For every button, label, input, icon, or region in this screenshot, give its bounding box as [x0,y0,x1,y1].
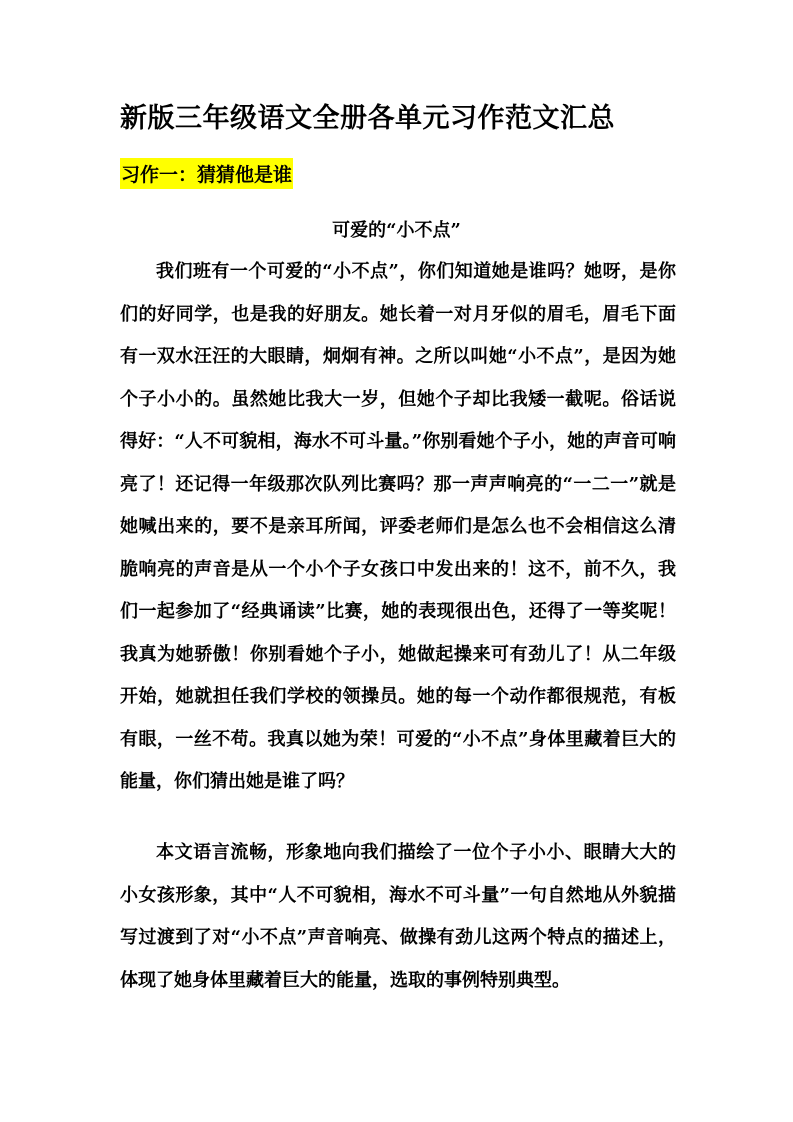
document-title: 新版三年级语文全册各单元习作范文汇总 [120,103,615,134]
essay-title: 可爱的“小不点” [332,220,461,241]
section-heading-highlighted: 习作一：猜猜他是谁 [120,158,293,189]
essay-body-paragraph: 我们班有一个可爱的“小不点”，你们知道她是谁吗？她呀，是你们的好同学，也是我的好朋友。她长着一对月牙似的眉毛，眉毛下面有一双水汪汪的大眼睛，炯炯有神。之所以叫她“小不点”，是因为她个子小小的。虽然她比我大一岁，但她个子却比我矮一截呢。俗话说得好：“人不可貌相，海水不可斗量。”你别看她个子小，她的声音可响亮了！还记得一年级那次队列比赛吗？那一声声响亮的“一二一”就是她喊出来的，要不是亲耳所闻，评委老师们是怎么也不会相信这么清脆响亮的声音是从一个小个子女孩口中发出来的！这不，前不久，我们一起参加了“经典诵读”比赛，她的表现很出色，还得了一等奖呢！我真为她骄傲！你别看她个子小，她做起操来可有劲儿了！从二年级开始，她就担任我们学校的领操员。她的每一个动作都很规范，有板有眼，一丝不苟。我真以她为荣！可爱的“小不点”身体里藏着巨大的能量，你们猜出她是谁了吗？ [120,261,676,792]
teacher-comment-paragraph: 本文语言流畅，形象地向我们描绘了一位个子小小、眼睛大大的小女孩形象，其中“人不可貌相，海水不可斗量”一句自然地从外貌描写过渡到了对“小不点”声音响亮、做操有劲儿这两个特点的描述上，体现了她身体里藏着巨大的能量，选取的事例特别典型。 [120,842,676,991]
